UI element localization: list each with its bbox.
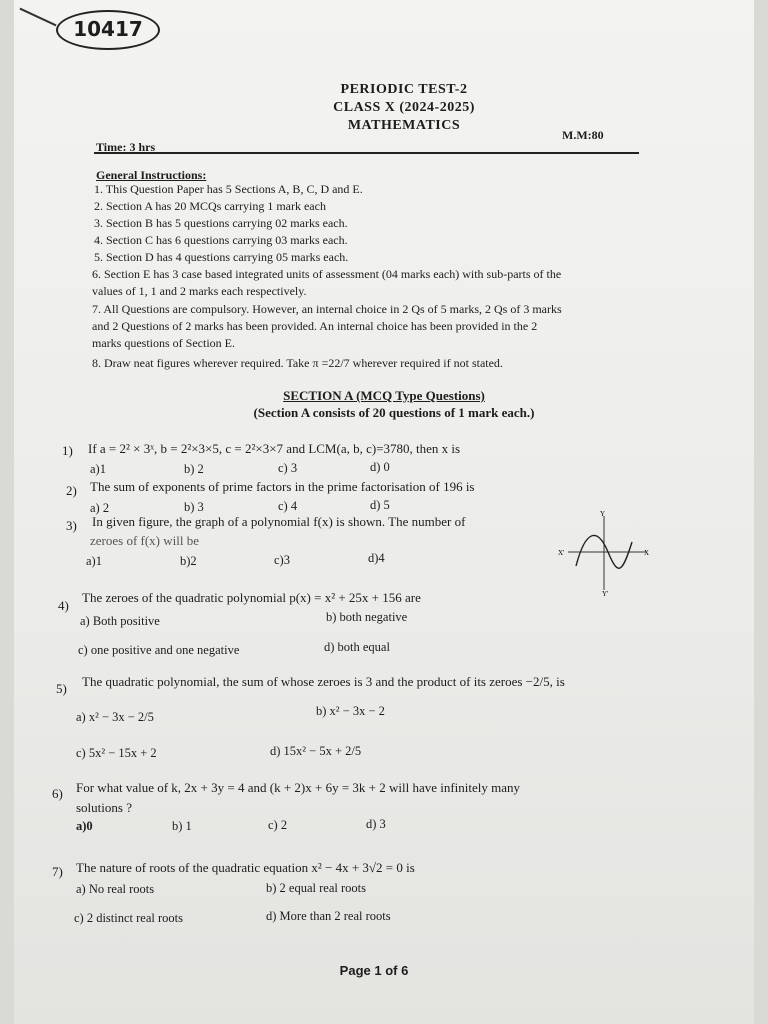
question-7-option-a: a) No real roots <box>76 882 155 896</box>
question-1-text: If a = 2² × 3ˣ, b = 2²×3×5, c = 2²×3×7 and LCM(a, b, c)=3780, then x is <box>88 441 461 456</box>
class-title: CLASS X (2024-2025) <box>333 100 475 115</box>
question-3-option-c: c)3 <box>274 553 290 567</box>
instruction-6: 6. Section E has 3 case based integrated units of assessment (04 marks each) with sub-parts of the <box>92 267 562 281</box>
instruction-6b: values of 1, 1 and 2 marks each respectively. <box>92 284 307 298</box>
time-label: Time: 3 hrs <box>96 140 156 154</box>
question-7-option-b: b) 2 equal real roots <box>266 881 366 895</box>
question-2-option-a: a) 2 <box>90 501 110 515</box>
question-3-option-b: b)2 <box>180 554 197 568</box>
instruction-4: 4. Section C has 6 questions carrying 03 marks each. <box>94 233 348 247</box>
question-3-option-a: a)1 <box>86 554 102 568</box>
question-2-number: 2) <box>66 483 77 498</box>
question-7-number: 7) <box>52 864 63 879</box>
x-neg-axis-label: X' <box>558 549 565 557</box>
question-5-text: The quadratic polynomial, the sum of whose zeroes is 3 and the product of its zeroes −2/5, is <box>82 674 565 689</box>
question-6-option-a: a)0 <box>76 819 93 833</box>
x-axis-label: X <box>644 549 650 557</box>
question-5-option-b: b) x² − 3x − 2 <box>316 704 385 718</box>
question-5-option-a: a) x² − 3x − 2/5 <box>76 710 154 724</box>
question-4-number: 4) <box>58 598 69 613</box>
question-4-option-b: b) both negative <box>326 610 408 624</box>
question-1-option-c: c) 3 <box>278 461 298 475</box>
question-3-text: In given figure, the graph of a polynomial f(x) is shown. The number of <box>92 514 466 529</box>
question-6-option-b: b) 1 <box>172 819 192 833</box>
question-7-option-c: c) 2 distinct real roots <box>74 911 183 925</box>
subject-title: MATHEMATICS <box>347 118 461 133</box>
page-number: Page 1 of 6 <box>339 963 409 978</box>
stamp-stroke <box>19 8 56 27</box>
question-5-number: 5) <box>56 681 67 696</box>
question-4-option-a: a) Both positive <box>80 614 160 628</box>
question-2-text: The sum of exponents of prime factors in the prime factorisation of 196 is <box>90 479 475 494</box>
question-4-text: The zeroes of the quadratic polynomial p(x) = x² + 25x + 156 are <box>82 590 421 605</box>
instruction-7c: marks questions of Section E. <box>92 336 235 350</box>
polynomial-graph-figure <box>556 508 656 596</box>
question-7-text: The nature of roots of the quadratic equation x² − 4x + 3√2 = 0 is <box>76 860 415 875</box>
instruction-5: 5. Section D has 4 questions carrying 05 marks each. <box>94 250 349 264</box>
question-6-text: For what value of k, 2x + 3y = 4 and (k + 2)x + 6y = 3k + 2 will have infinitely many <box>76 780 521 795</box>
question-2-option-c: c) 4 <box>278 499 298 513</box>
header-rule <box>94 152 639 154</box>
instruction-1: 1. This Question Paper has 5 Sections A, B, C, D and E. <box>94 182 363 196</box>
question-1-option-b: b) 2 <box>184 462 204 476</box>
question-6-option-c: c) 2 <box>268 818 288 832</box>
instruction-8: 8. Draw neat figures wherever required. Take π =22/7 wherever required if not stated. <box>92 356 503 370</box>
question-6-number: 6) <box>52 786 63 801</box>
question-6-text-line2: solutions ? <box>76 800 132 815</box>
instructions-title: General Instructions: <box>96 168 207 182</box>
question-5-option-c: c) 5x² − 15x + 2 <box>76 746 157 760</box>
test-title: PERIODIC TEST-2 <box>340 82 468 97</box>
section-subtitle: (Section A consists of 20 questions of 1 mark each.) <box>253 405 535 420</box>
section-title: SECTION A (MCQ Type Questions) <box>283 388 485 403</box>
stamp-number: 10417 <box>73 17 143 41</box>
question-5-option-d: d) 15x² − 5x + 2/5 <box>270 744 362 758</box>
instruction-2: 2. Section A has 20 MCQs carrying 1 mark each <box>94 199 326 213</box>
question-1-option-d: d) 0 <box>370 460 390 474</box>
question-1-option-a: a)1 <box>90 462 106 476</box>
instruction-7b: and 2 Questions of 2 marks has been provided. An internal choice has been provided in the 2 <box>92 319 538 333</box>
instruction-3: 3. Section B has 5 questions carrying 02 marks each. <box>94 216 348 230</box>
question-3-option-d: d)4 <box>368 551 385 565</box>
y-axis-label: Y <box>600 510 606 518</box>
handwritten-stamp <box>56 10 160 50</box>
question-4-option-d: d) both equal <box>324 640 390 654</box>
question-6-option-d: d) 3 <box>366 817 386 831</box>
question-7-option-d: d) More than 2 real roots <box>266 909 391 923</box>
question-2-option-d: d) 5 <box>370 498 390 512</box>
exam-paper <box>14 0 754 1024</box>
y-neg-axis-label: Y' <box>602 590 609 596</box>
question-1-number: 1) <box>62 443 73 458</box>
question-3-text-line2: zeroes of f(x) will be <box>90 533 200 548</box>
instruction-7: 7. All Questions are compulsory. However, an internal choice in 2 Qs of 5 marks, 2 Qs of 3 marks <box>92 302 562 316</box>
question-3-number: 3) <box>66 518 77 533</box>
question-2-option-b: b) 3 <box>184 500 204 514</box>
question-4-option-c: c) one positive and one negative <box>78 643 240 657</box>
max-marks: M.M:80 <box>562 128 604 142</box>
